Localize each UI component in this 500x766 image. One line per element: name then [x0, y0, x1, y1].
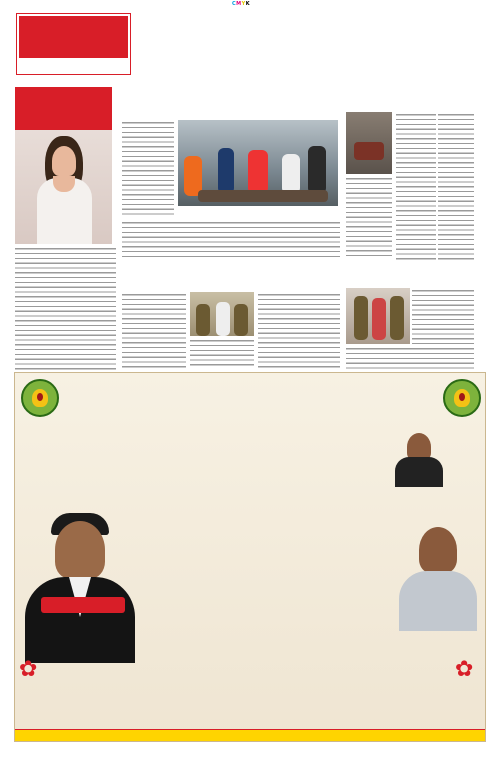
top-row-portraits	[81, 377, 421, 427]
ulta-pulta-box	[218, 14, 472, 76]
story-talaq-body-col2	[190, 338, 254, 368]
ad-footer-strip	[15, 729, 486, 742]
gopi-portrait	[25, 513, 135, 663]
story-train-body-col1	[346, 176, 392, 260]
flower-left-decoration: ✿	[19, 657, 38, 682]
union-logo-right	[443, 379, 481, 417]
river-rescue-photo	[178, 120, 338, 206]
story-left-headline-box	[15, 87, 112, 130]
lalit-portrait	[391, 431, 447, 487]
rupesh-portrait	[395, 523, 481, 633]
story-talaq-body-col1	[122, 292, 186, 368]
story-missing-body-col1	[412, 288, 474, 344]
story-lead-body-col1	[122, 120, 174, 218]
actress-photo	[15, 130, 112, 244]
union-logo-left	[21, 379, 59, 417]
masthead-dateline	[19, 58, 128, 72]
story-train-body-col3	[438, 112, 474, 260]
train-photo	[346, 112, 392, 174]
members-bottom-grid	[55, 653, 453, 729]
story-missing-body-col2	[346, 346, 474, 370]
greeting-ad	[14, 372, 486, 742]
members-grid	[151, 505, 381, 633]
masthead	[17, 14, 130, 74]
flower-right-decoration: ✿	[455, 657, 474, 682]
police-photo	[190, 292, 254, 336]
imprint	[14, 748, 486, 760]
story-train-body-col2	[396, 112, 436, 260]
story-lead-body	[122, 220, 340, 258]
missing-girl-photo	[346, 288, 410, 344]
story-talaq-body-col3	[258, 292, 340, 368]
color-registration-mark: CMYK	[232, 1, 251, 7]
story-left-body	[15, 246, 116, 370]
gopi-name-banner	[41, 597, 125, 613]
